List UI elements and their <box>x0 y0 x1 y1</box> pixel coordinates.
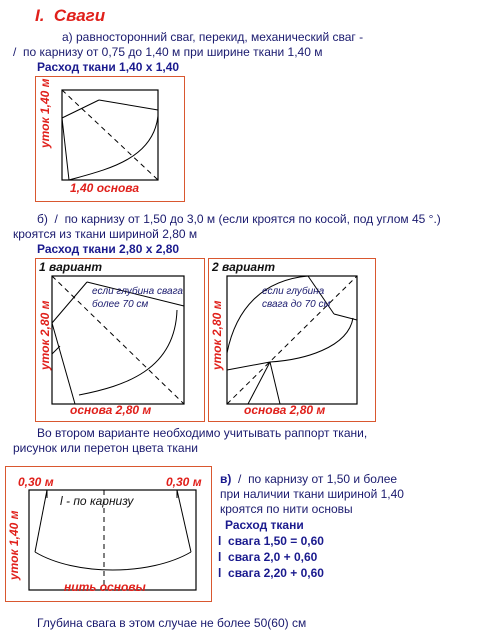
row-text: свага 2,20 + 0,60 <box>228 566 324 580</box>
part-b-line2: кроятся из ткани шириной 2,80 м <box>13 227 198 241</box>
bias-line <box>62 90 158 180</box>
part-c-prefix: в) <box>220 472 232 486</box>
part-c-slash: / <box>238 472 242 486</box>
part-a-label-bottom: 1,40 основа <box>70 181 140 195</box>
variant1-label-bottom: основа 2,80 м <box>70 403 152 417</box>
cut-line <box>62 100 99 118</box>
part-a-line2 <box>13 45 322 59</box>
part-c-label-bottom: нить основы <box>64 580 146 594</box>
part-a-line2-text: по карнизу от 0,75 до 1,40 м при ширине ткани 1,40 м <box>23 45 323 59</box>
part-c-row <box>218 534 324 548</box>
part-b-consumption: Расход ткани 2,80 х 2,80 <box>37 242 180 256</box>
part-b-prefix: б) <box>37 212 48 226</box>
swag-curve <box>35 552 191 570</box>
part-b-remark-line1: Во втором варианте необходимо учитывать раппорт ткани, <box>37 426 368 440</box>
part-c-row <box>218 566 324 580</box>
part-c-dim-right: 0,30 м <box>166 475 202 489</box>
variant2-note: если глубина свага до 70 см <box>262 286 331 310</box>
part-b-slash: / <box>54 212 58 226</box>
part-a-consumption: Расход ткани 1,40 х 1,40 <box>37 60 180 74</box>
variant1-diagram <box>35 258 205 422</box>
section-title-text: Сваги <box>53 6 106 25</box>
swag-curve <box>270 318 353 362</box>
side-line <box>177 490 191 552</box>
variant2-diagram <box>208 258 376 422</box>
part-c-line3: кроятся по нити основы <box>220 502 353 516</box>
part-c-line1 <box>220 472 397 486</box>
variant2-label-left: уток 2,80 м <box>210 300 224 370</box>
part-b-remark-line2: рисунок или перетон цвета ткани <box>13 441 198 455</box>
cut-line <box>52 282 87 323</box>
part-c-consumption: Расход ткани <box>225 518 304 532</box>
part-c-label-left: уток 1,40 м <box>7 510 21 580</box>
cut-line <box>52 323 75 404</box>
cut-line <box>248 362 270 404</box>
cut-line <box>62 118 69 180</box>
row-slash: l <box>218 550 222 564</box>
part-c-cornice: l - по карнизу <box>60 494 134 508</box>
part-c-dim-left: 0,30 м <box>18 475 54 489</box>
variant2-title: 2 вариант <box>212 260 276 274</box>
row-slash: l <box>218 534 222 548</box>
part-a-slash: / <box>13 45 17 59</box>
side-line <box>35 490 47 552</box>
cut-line <box>270 362 280 404</box>
part-a-label-left: уток 1,40 м <box>38 78 52 148</box>
cut-line <box>334 314 357 320</box>
part-c-footer: Глубина свага в этом случае не более 50(60) см <box>37 616 307 630</box>
cut-line <box>227 362 270 370</box>
row-slash: l <box>218 566 222 580</box>
section-title <box>35 6 105 26</box>
part-c-row <box>218 550 317 564</box>
variant1-title: 1 вариант <box>39 260 103 274</box>
part-c-line1-text: по карнизу от 1,50 и более <box>248 472 398 486</box>
swag-curve <box>79 310 177 395</box>
section-numeral: I. <box>35 6 45 25</box>
variant1-note: если глубина свага более 70 см <box>92 286 183 310</box>
cut-line <box>52 346 60 354</box>
row-text: свага 2,0 + 0,60 <box>228 550 318 564</box>
row-text: свага 1,50 = 0,60 <box>228 534 324 548</box>
swag-curve <box>69 116 158 180</box>
part-a-line1: а) равносторонний сваг, перекид, механический сваг - <box>62 30 364 44</box>
part-b-line1 <box>37 212 441 226</box>
part-b-line1-text: по карнизу от 1,50 до 3,0 м (если кроятся по косой, под углом 45 °.) <box>64 212 441 226</box>
variant1-label-left: уток 2,80 м <box>38 300 52 370</box>
variant2-label-bottom: основа 2,80 м <box>244 403 326 417</box>
cut-line <box>99 100 158 110</box>
part-c-line2: при наличии ткани шириной 1,40 <box>220 487 404 501</box>
